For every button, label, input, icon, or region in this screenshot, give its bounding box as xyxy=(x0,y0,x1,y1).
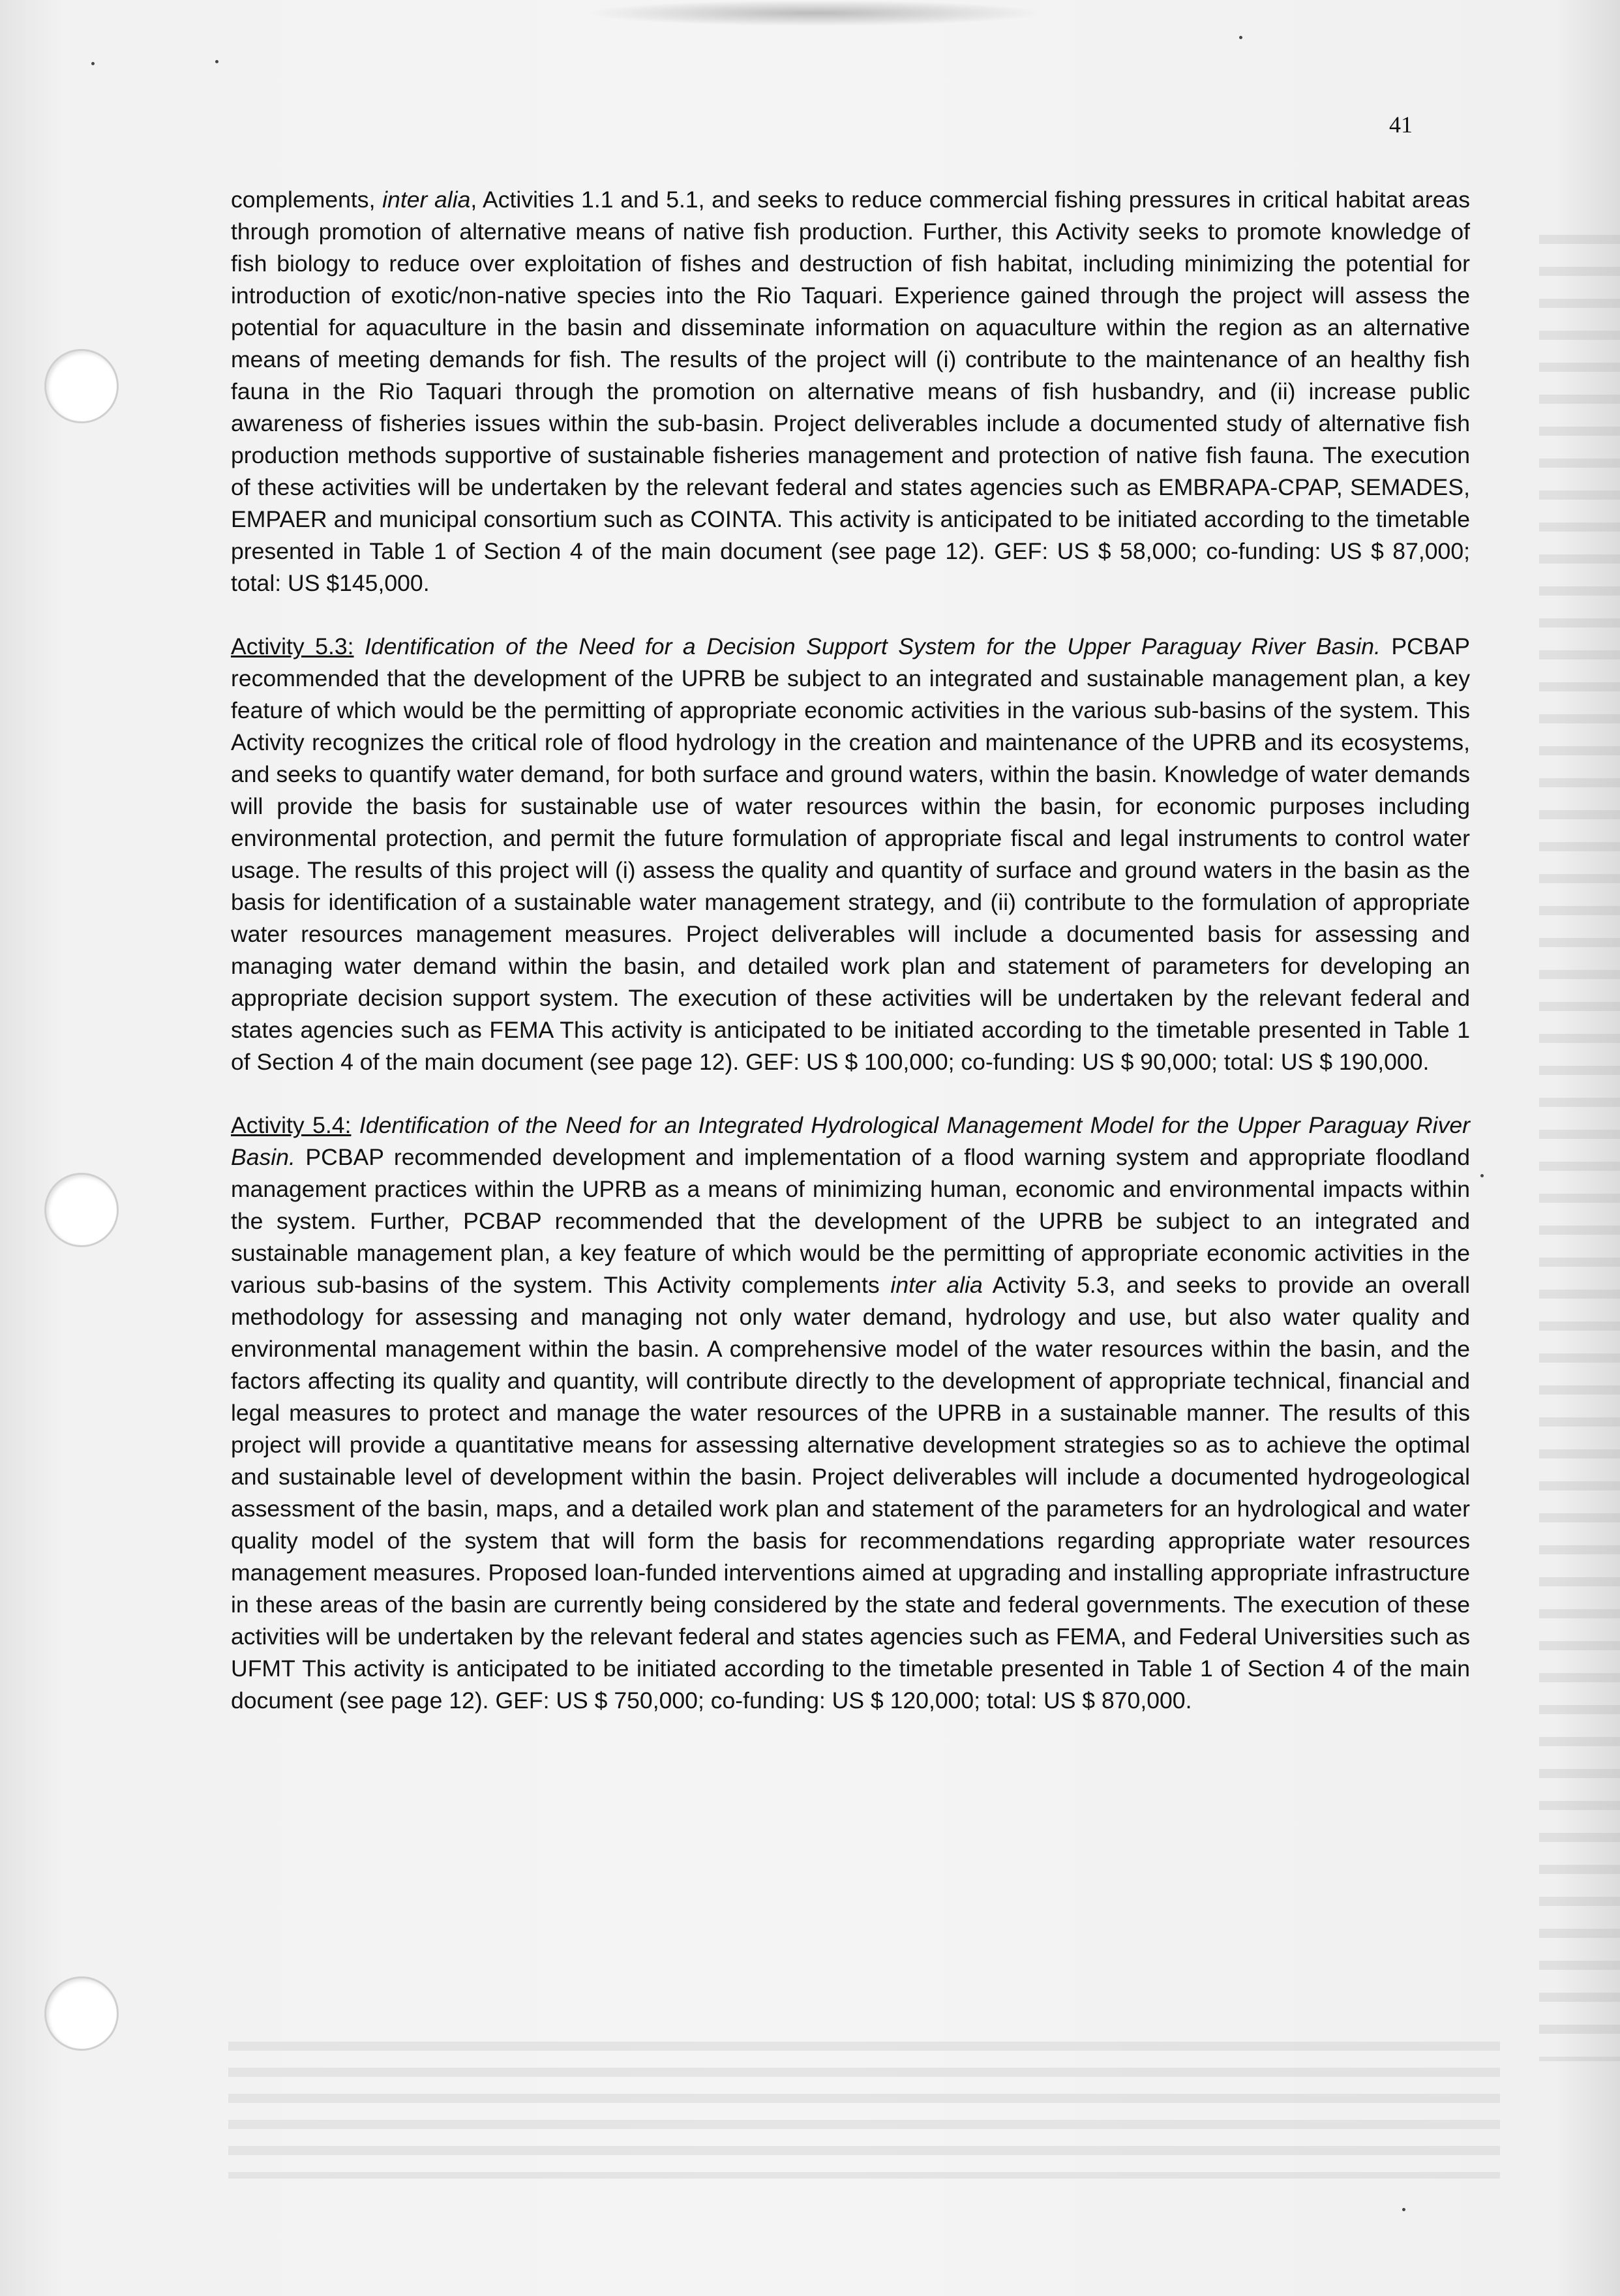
bleed-through-text-bottom xyxy=(228,2042,1500,2179)
paragraph-activity-5-3 xyxy=(231,631,1470,1078)
punch-hole-middle xyxy=(44,1173,119,1247)
paragraph-activity-5-2-continued xyxy=(231,184,1470,599)
activity-title: Identification of the Need for a Decision Support System for the Upper Paraguay River Basin. xyxy=(365,633,1381,659)
activity-title: Identification of the Need for an Integrated Hydrological Management Model for the Upper Paraguay River Basin. xyxy=(231,1112,1470,1170)
text-segment: PCBAP recommended that the development of the UPRB be subject to an integrated and sustainable management plan, a key feature of which would be the permitting of appropriate economic activities in the various sub-basins of the system. This Activity recognizes the critical role of flood hydrology in the creation and maintenance of the UPRB and its ecosystems, and seeks to quantify water demand, for both surface and ground waters, within the basin. Knowledge of water demands will provide the basis for sustainable use of water resources within the basin, for economic purposes including environmental protection, and permit the future formulation of appropriate fiscal and legal instruments to control water usage. The results of this project will (i) assess the quality and quantity of surface and ground waters in the basin as the basis for identification of a sustainable water management strategy, and (ii) contribute to the formulation of appropriate water resources management measures. Project deliverables will include a documented basis for assessing and managing water demand within the basin, and detailed work plan and statement of parameters for developing an appropriate decision support system. The execution of these activities will be undertaken by the relevant federal and states agencies such as FEMA This activity is anticipated to be initiated according to the timetable presented in Table 1 of Section 4 of the main document (see page 12). GEF: US $ 100,000; co-funding: US $ 90,000; total: US $ 190,000. xyxy=(231,633,1470,1075)
body-text xyxy=(231,184,1470,1717)
paragraph-activity-5-4 xyxy=(231,1110,1470,1717)
scan-speck xyxy=(1239,36,1242,39)
punch-hole-bottom xyxy=(44,1976,119,2051)
activity-label: Activity 5.4: xyxy=(231,1112,352,1138)
text-segment-italic: inter alia xyxy=(382,187,471,213)
bleed-through-text xyxy=(1539,235,1620,2061)
text-segment: complements, xyxy=(231,187,383,213)
punch-hole-top xyxy=(44,349,119,423)
text-segment xyxy=(351,1112,359,1138)
activity-label: Activity 5.3: xyxy=(231,633,354,659)
text-segment: Activity 5.3, and seeks to provide an overall methodology for assessing and managing not only water demand, hydrology and use, but also water quality and environmental management within the basin. A comprehensive model of the water resources within the basin, and the factors affecting its quality and quantity, will contribute directly to the development of appropriate technical, financial and legal measures to protect and manage the water resources of the UPRB in a sustainable manner. The results of this project will provide a quantitative means for assessing alternative development strategies so as to achieve the optimal and sustainable level of development within the basin. Project deliverables will include a documented hydrogeological assessment of the basin, maps, and a detailed work plan and statement of the parameters for an hydrological and water quality model of the system that will form the basis for recommendations regarding appropriate water resources management measures. Proposed loan-funded interventions aimed at upgrading and installing appropriate infrastructure in these areas of the basin are currently being considered by the state and federal governments. The execution of these activities will be undertaken by the relevant federal and states agencies such as FEMA, and Federal Universities such as UFMT This activity is anticipated to be initiated according to the timetable presented in Table 1 of Section 4 of the main document (see page 12). GEF: US $ 750,000; co-funding: US $ 120,000; total: US $ 870,000. xyxy=(231,1272,1470,1714)
text-segment-italic: inter alia xyxy=(890,1272,983,1298)
text-segment: , Activities 1.1 and 5.1, and seeks to reduce commercial fishing pressures in critical habitat areas through promotion of alternative means of native fish production. Further, this Activity seeks to promote knowledge of fish biology to reduce over exploitation of fishes and destruction of fish habitat, including minimizing the potential for introduction of exotic/non-native species into the Rio Taquari. Experience gained through the project will assess the potential for aquaculture in the basin and disseminate information on aquaculture within the region as an alternative means of meeting demands for fish. The results of the project will (i) contribute to the maintenance of an healthy fish fauna in the Rio Taquari through the promotion on alternative means of fish husbandry, and (ii) increase public awareness of fisheries issues within the sub-basin. Project deliverables include a documented study of alternative fish production methods supportive of sustainable fisheries management and protection of native fish fauna. The execution of these activities will be undertaken by the relevant federal and states agencies such as EMBRAPA-CPAP, SEMADES, EMPAER and municipal consortium such as COINTA. This activity is anticipated to be initiated according to the timetable presented in Table 1 of Section 4 of the main document (see page 12). GEF: US $ 58,000; co-funding: US $ 87,000; total: US $145,000. xyxy=(231,187,1470,596)
page-number: 41 xyxy=(1389,112,1413,138)
scan-speck xyxy=(215,60,218,63)
scan-smudge xyxy=(587,0,1043,26)
scan-speck xyxy=(1402,2208,1405,2211)
text-segment: PCBAP recommended development and implementation of a flood warning system and appropriate floodland management practices within the UPRB as a means of minimizing human, economic and environmental impacts within the system. Further, PCBAP recommended that the development of the UPRB be subject to an integrated and sustainable management plan, a key feature of which would be the permitting of appropriate economic activities in the various sub-basins of the system. This Activity complements xyxy=(231,1144,1470,1298)
scan-speck xyxy=(91,62,95,65)
text-segment xyxy=(354,633,365,659)
scan-speck xyxy=(1480,1174,1484,1177)
